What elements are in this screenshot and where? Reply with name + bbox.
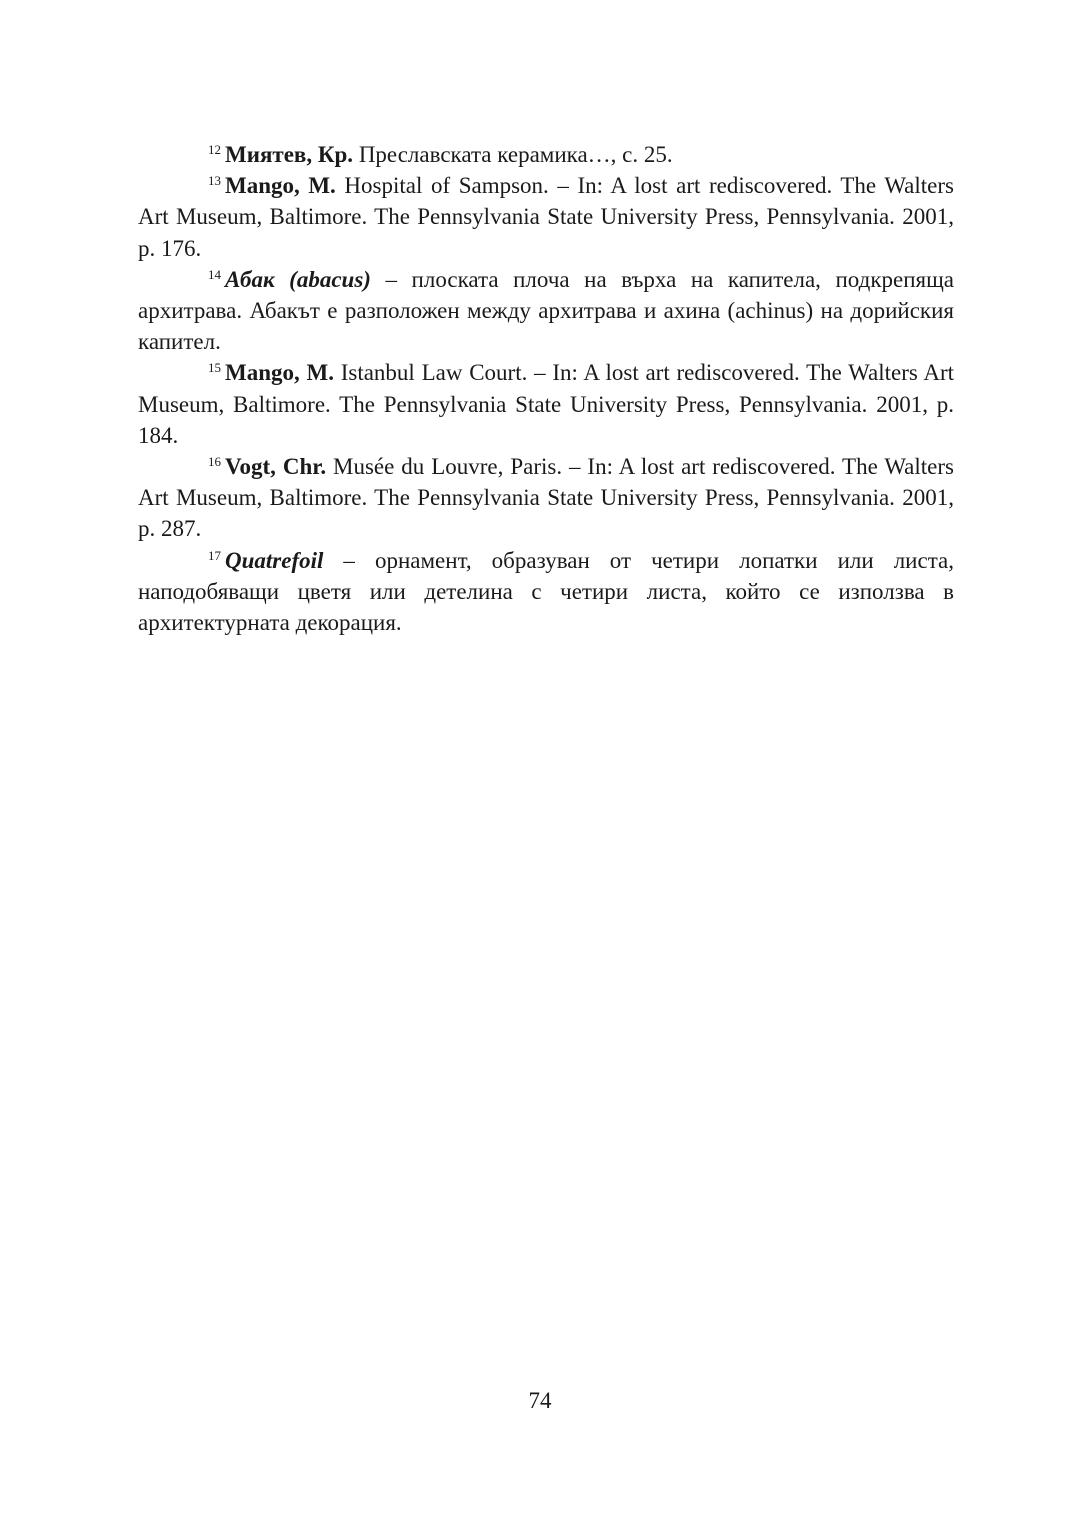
footnote-text: Musée du Louvre, Paris. – In: A lost art rediscovered. The Walters Art Museum, Baltimore. The Pennsylvania State University Press, Pennsylvania. 2001, p. 287. xyxy=(138,454,954,542)
footnote-number: 17 xyxy=(208,547,221,563)
footnote-number: 12 xyxy=(208,142,221,157)
page-number: 74 xyxy=(528,1388,552,1413)
footnote-12 xyxy=(138,139,954,170)
footnote-number: 13 xyxy=(208,173,221,189)
footnote-number: 14 xyxy=(208,266,221,282)
footnote-text: Hospital of Sampson. – In: A lost art rediscovered. The Walters Art Museum, Baltimore. The Pennsylvania State University Press, Pennsylvania. 2001, p. 176. xyxy=(138,173,954,261)
footnote-text: Istanbul Law Court. – In: A lost art rediscovered. The Walters Art Museum, Baltimore. The Pennsylvania State University Press, Pennsylvania. 2001, p. 184. xyxy=(138,360,954,448)
footnote-author: Mango, M. xyxy=(225,360,334,386)
footnote-16 xyxy=(138,451,954,545)
footnote-17 xyxy=(138,545,954,639)
footnote-14 xyxy=(138,264,954,358)
footnote-text: Преславската керамика…, с. 25. xyxy=(353,142,673,167)
footnote-term: Абак (abacus) xyxy=(225,266,371,292)
footnote-author: Миятев, Кр. xyxy=(225,142,354,167)
footnotes-section xyxy=(138,139,954,638)
footnote-author: Mango, M. xyxy=(225,173,336,199)
footnote-13 xyxy=(138,170,954,264)
footnote-number: 15 xyxy=(208,360,221,376)
footnote-15 xyxy=(138,357,954,451)
footnote-number: 16 xyxy=(208,454,221,470)
footnote-author: Vogt, Chr. xyxy=(225,454,327,480)
footnote-text: – плоската плоча на върха на капитела, подкрепяща архитрава. Абакът е разположен между архитрава и ахина (achinus) на дорийския капител. xyxy=(138,266,955,355)
footnote-term: Quatrefoil xyxy=(225,547,324,573)
footnote-text: – орнамент, образуван от четири лопатки или листа, наподобяващи цветя или детелина с четири листа, който се използва в архитектурната декорация. xyxy=(138,547,954,636)
